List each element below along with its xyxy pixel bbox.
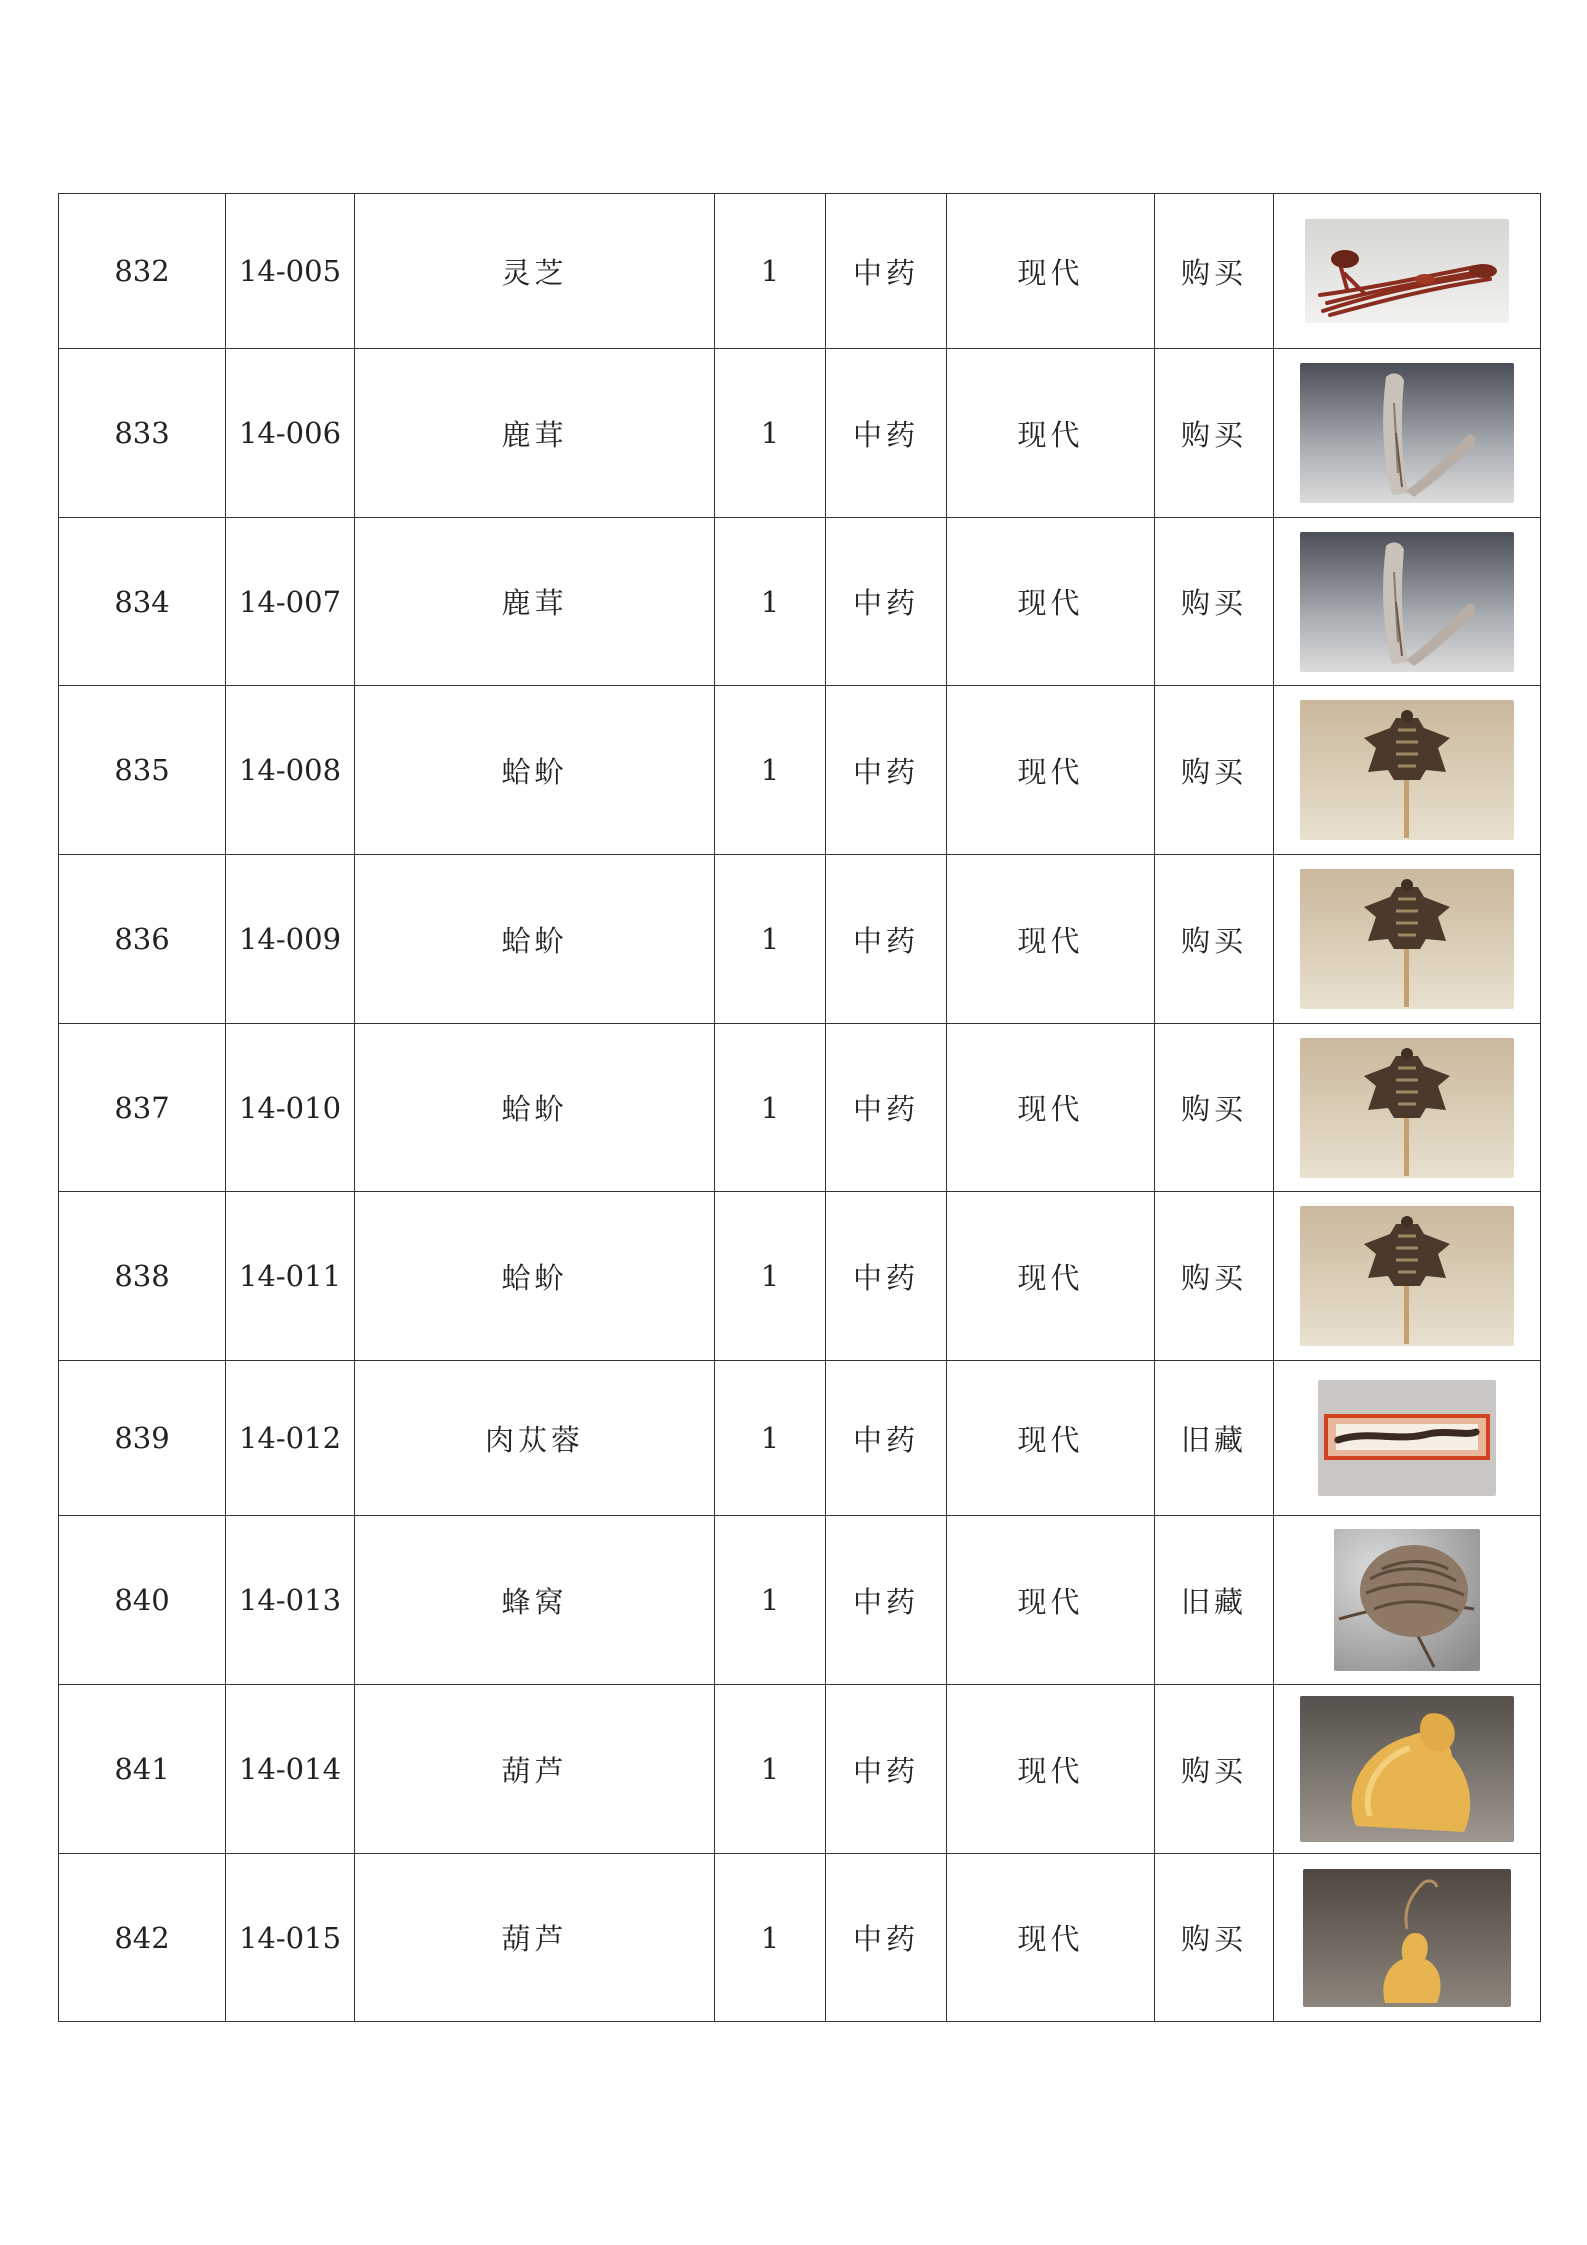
item-category: 中药 — [826, 855, 947, 1024]
item-era: 现代 — [947, 518, 1155, 686]
item-source: 购买 — [1155, 194, 1274, 349]
item-era: 现代 — [947, 349, 1155, 518]
table-row — [59, 1685, 1541, 1854]
item-quantity: 1 — [715, 686, 826, 855]
item-photo-cell — [1274, 518, 1541, 686]
table-row — [59, 194, 1541, 349]
item-category: 中药 — [826, 194, 947, 349]
item-code: 14-015 — [226, 1854, 355, 2022]
item-source: 购买 — [1155, 1192, 1274, 1361]
gourd-photo — [1300, 1696, 1514, 1842]
item-code: 14-007 — [226, 518, 355, 686]
item-code: 14-012 — [226, 1361, 355, 1516]
item-source: 购买 — [1155, 1854, 1274, 2022]
table-row — [59, 686, 1541, 855]
item-code: 14-006 — [226, 349, 355, 518]
item-name: 鹿茸 — [355, 518, 715, 686]
item-era: 现代 — [947, 194, 1155, 349]
item-name: 葫芦 — [355, 1854, 715, 2022]
item-photo-cell — [1274, 1685, 1541, 1854]
gecko-photo — [1300, 1206, 1514, 1346]
item-era: 现代 — [947, 1516, 1155, 1685]
item-name: 肉苁蓉 — [355, 1361, 715, 1516]
item-category: 中药 — [826, 1516, 947, 1685]
item-source: 购买 — [1155, 1024, 1274, 1192]
item-quantity: 1 — [715, 1685, 826, 1854]
item-photo-cell — [1274, 1192, 1541, 1361]
item-number: 839 — [59, 1361, 226, 1516]
item-category: 中药 — [826, 1361, 947, 1516]
item-number: 842 — [59, 1854, 226, 2022]
item-photo-cell — [1274, 686, 1541, 855]
item-code: 14-011 — [226, 1192, 355, 1361]
item-number: 836 — [59, 855, 226, 1024]
item-source: 购买 — [1155, 855, 1274, 1024]
table-row — [59, 1024, 1541, 1192]
item-code: 14-013 — [226, 1516, 355, 1685]
gecko-photo — [1300, 1038, 1514, 1178]
item-name: 蛤蚧 — [355, 686, 715, 855]
item-number: 838 — [59, 1192, 226, 1361]
item-source: 购买 — [1155, 518, 1274, 686]
item-source: 购买 — [1155, 1685, 1274, 1854]
item-era: 现代 — [947, 1024, 1155, 1192]
item-quantity: 1 — [715, 349, 826, 518]
item-name: 蛤蚧 — [355, 855, 715, 1024]
table-row — [59, 518, 1541, 686]
item-quantity: 1 — [715, 194, 826, 349]
item-quantity: 1 — [715, 518, 826, 686]
item-code: 14-008 — [226, 686, 355, 855]
item-era: 现代 — [947, 1685, 1155, 1854]
item-code: 14-005 — [226, 194, 355, 349]
item-number: 832 — [59, 194, 226, 349]
item-number: 840 — [59, 1516, 226, 1685]
item-category: 中药 — [826, 1024, 947, 1192]
catalog-rows — [59, 194, 1541, 2022]
item-source: 购买 — [1155, 686, 1274, 855]
item-number: 833 — [59, 349, 226, 518]
item-photo-cell — [1274, 194, 1541, 349]
table-row — [59, 1361, 1541, 1516]
item-photo-cell — [1274, 1024, 1541, 1192]
item-name: 葫芦 — [355, 1685, 715, 1854]
item-photo-cell — [1274, 1854, 1541, 2022]
item-category: 中药 — [826, 1685, 947, 1854]
item-era: 现代 — [947, 686, 1155, 855]
item-quantity: 1 — [715, 855, 826, 1024]
item-name: 蛤蚧 — [355, 1192, 715, 1361]
item-category: 中药 — [826, 349, 947, 518]
item-source: 旧藏 — [1155, 1361, 1274, 1516]
item-number: 835 — [59, 686, 226, 855]
item-photo-cell — [1274, 349, 1541, 518]
antler-photo — [1300, 363, 1514, 503]
item-name: 蛤蚧 — [355, 1024, 715, 1192]
item-name: 鹿茸 — [355, 349, 715, 518]
item-category: 中药 — [826, 518, 947, 686]
item-code: 14-010 — [226, 1024, 355, 1192]
gecko-photo — [1300, 700, 1514, 840]
item-photo-cell — [1274, 1516, 1541, 1685]
item-era: 现代 — [947, 1361, 1155, 1516]
item-era: 现代 — [947, 1854, 1155, 2022]
item-code: 14-009 — [226, 855, 355, 1024]
gourd-stem-photo — [1303, 1869, 1511, 2007]
item-quantity: 1 — [715, 1192, 826, 1361]
item-name: 灵芝 — [355, 194, 715, 349]
item-quantity: 1 — [715, 1516, 826, 1685]
table-row — [59, 349, 1541, 518]
item-photo-cell — [1274, 1361, 1541, 1516]
item-category: 中药 — [826, 1192, 947, 1361]
table-row — [59, 1192, 1541, 1361]
item-code: 14-014 — [226, 1685, 355, 1854]
item-number: 837 — [59, 1024, 226, 1192]
item-source: 购买 — [1155, 349, 1274, 518]
item-name: 蜂窝 — [355, 1516, 715, 1685]
item-era: 现代 — [947, 1192, 1155, 1361]
item-photo-cell — [1274, 855, 1541, 1024]
gecko-photo — [1300, 869, 1514, 1009]
table-row — [59, 855, 1541, 1024]
item-quantity: 1 — [715, 1024, 826, 1192]
cistanche-photo — [1318, 1380, 1496, 1496]
item-era: 现代 — [947, 855, 1155, 1024]
item-source: 旧藏 — [1155, 1516, 1274, 1685]
item-category: 中药 — [826, 686, 947, 855]
lingzhi-photo — [1305, 219, 1509, 323]
antler-photo — [1300, 532, 1514, 672]
item-quantity: 1 — [715, 1361, 826, 1516]
item-quantity: 1 — [715, 1854, 826, 2022]
item-number: 841 — [59, 1685, 226, 1854]
table-row — [59, 1516, 1541, 1685]
item-category: 中药 — [826, 1854, 947, 2022]
item-number: 834 — [59, 518, 226, 686]
catalog-table — [58, 193, 1541, 2022]
nest-photo — [1334, 1529, 1480, 1671]
table-row — [59, 1854, 1541, 2022]
